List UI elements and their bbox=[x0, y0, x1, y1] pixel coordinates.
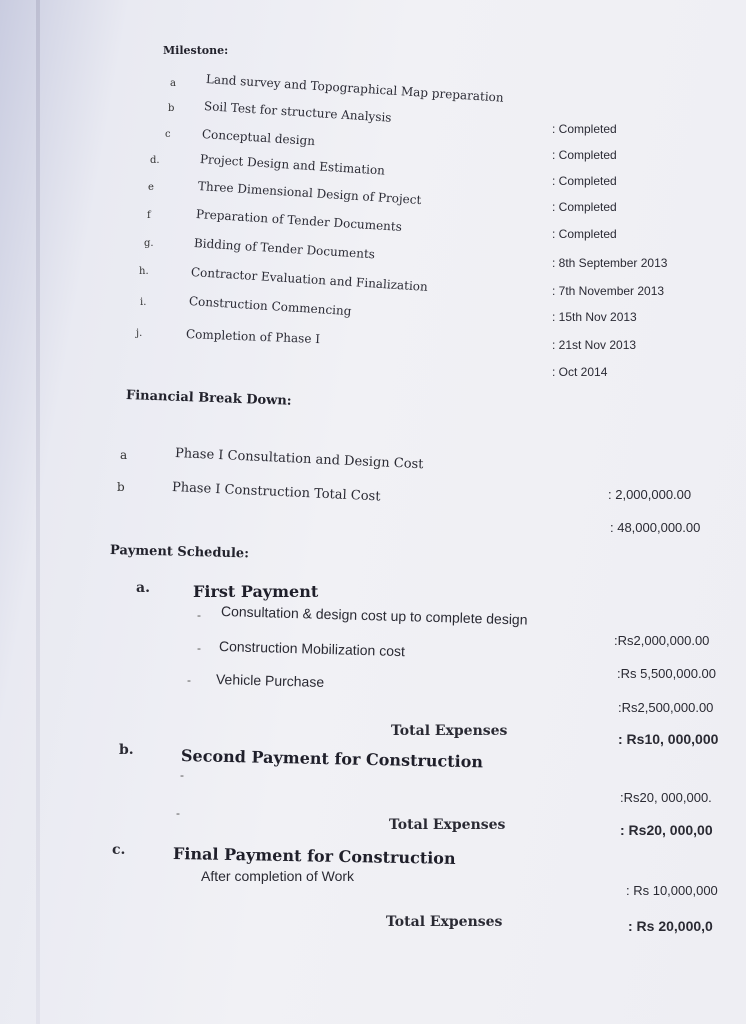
payment-letter: c. bbox=[112, 842, 126, 858]
payment-heading: First Payment bbox=[193, 582, 319, 601]
financial-value: : 48,000,000.00 bbox=[610, 520, 701, 535]
payment-item: Vehicle Purchase bbox=[215, 671, 325, 691]
payment-heading: Final Payment for Construction bbox=[172, 844, 456, 868]
milestone-mark: a bbox=[170, 78, 176, 89]
bullet-dash: - bbox=[187, 673, 191, 687]
milestone-mark: i. bbox=[140, 297, 147, 308]
milestone-label: Land survey and Topographical Map preparation bbox=[205, 72, 505, 105]
financial-label: Phase I Construction Total Cost bbox=[171, 480, 381, 505]
milestone-mark: f bbox=[147, 210, 151, 221]
total-value: : Rs20, 000,00 bbox=[620, 822, 713, 838]
milestone-status: : Oct 2014 bbox=[552, 365, 608, 379]
milestone-label: Construction Commencing bbox=[188, 294, 352, 319]
financial-value: : 2,000,000.00 bbox=[608, 487, 692, 502]
milestone-status: : Completed bbox=[552, 174, 617, 188]
payment-title: Payment Schedule: bbox=[109, 543, 250, 562]
financial-title: Financial Break Down: bbox=[125, 388, 292, 409]
total-value: : Rs10, 000,000 bbox=[618, 731, 719, 747]
milestone-label: Contractor Evaluation and Finalization bbox=[190, 265, 429, 294]
milestone-status: : 21st Nov 2013 bbox=[552, 338, 637, 352]
total-label: Total Expenses bbox=[386, 914, 503, 930]
bullet-dash: - bbox=[197, 641, 201, 655]
total-value: : Rs 20,000,0 bbox=[628, 918, 713, 934]
total-label: Total Expenses bbox=[389, 817, 506, 833]
payment-amount: :Rs20, 000,000. bbox=[620, 790, 712, 805]
milestone-label: Completion of Phase I bbox=[185, 327, 321, 347]
milestone-mark: d. bbox=[150, 155, 160, 166]
milestone-label: Preparation of Tender Documents bbox=[195, 207, 403, 234]
payment-item: Consultation & design cost up to complete design bbox=[220, 603, 528, 628]
milestone-mark: j. bbox=[136, 328, 143, 339]
milestone-mark: c bbox=[165, 129, 171, 140]
milestone-label: Soil Test for structure Analysis bbox=[203, 99, 392, 125]
payment-letter: a. bbox=[136, 580, 150, 596]
payment-amount: :Rs2,500,000.00 bbox=[618, 700, 714, 715]
milestone-mark: g. bbox=[144, 238, 154, 249]
payment-item: Construction Mobilization cost bbox=[218, 638, 406, 660]
financial-label: Phase I Consultation and Design Cost bbox=[174, 446, 424, 473]
payment-subheading: After completion of Work bbox=[201, 868, 355, 884]
milestone-label: Conceptual design bbox=[201, 127, 316, 149]
milestone-status: : Completed bbox=[552, 227, 617, 241]
milestone-label: Bidding of Tender Documents bbox=[193, 236, 376, 262]
payment-heading: Second Payment for Construction bbox=[180, 746, 484, 772]
milestone-mark: h. bbox=[139, 266, 149, 277]
milestone-status: : Completed bbox=[552, 200, 617, 214]
payment-amount: :Rs 5,500,000.00 bbox=[617, 666, 717, 681]
payment-letter: b. bbox=[119, 742, 134, 758]
bullet-dash: - bbox=[180, 768, 184, 782]
milestone-label: Project Design and Estimation bbox=[199, 152, 386, 178]
financial-mark: a bbox=[120, 448, 128, 462]
milestone-status: : 7th November 2013 bbox=[552, 284, 665, 298]
page-fold-shadow bbox=[36, 0, 40, 1024]
milestone-mark: b bbox=[168, 103, 175, 114]
bullet-dash: - bbox=[197, 608, 201, 622]
milestone-status: : Completed bbox=[552, 122, 617, 136]
financial-mark: b bbox=[117, 480, 125, 494]
milestone-mark: e bbox=[148, 182, 154, 193]
milestone-status: : 15th Nov 2013 bbox=[552, 310, 637, 324]
milestone-title: Milestone: bbox=[163, 44, 229, 57]
milestone-label: Three Dimensional Design of Project bbox=[197, 179, 422, 208]
milestone-status: : 8th September 2013 bbox=[552, 256, 668, 270]
payment-amount: :Rs2,000,000.00 bbox=[614, 633, 710, 648]
bullet-dash: - bbox=[176, 806, 180, 820]
milestone-status: : Completed bbox=[552, 148, 617, 162]
total-label: Total Expenses bbox=[391, 723, 508, 739]
payment-amount: : Rs 10,000,000 bbox=[626, 883, 718, 898]
